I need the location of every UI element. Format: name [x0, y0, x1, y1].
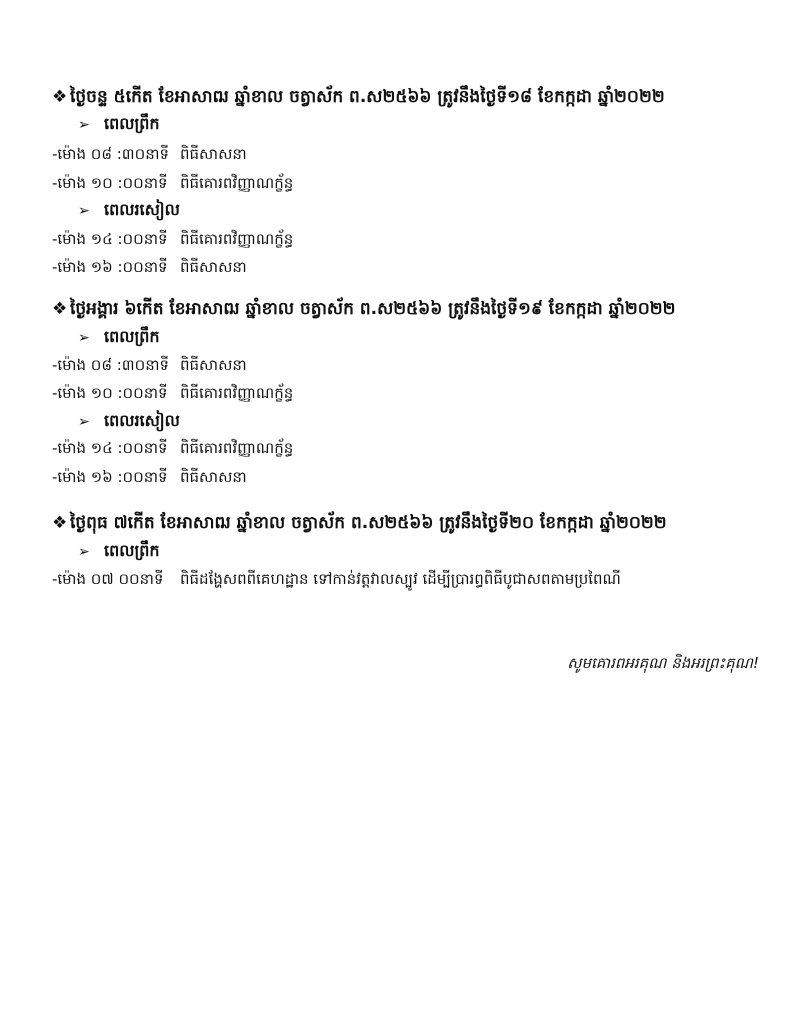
schedule-item [52, 256, 247, 278]
day-heading [52, 298, 675, 320]
period-label [78, 540, 160, 563]
item-time: -ម៉ោង ០៧ ០០នាទី [52, 570, 164, 588]
schedule-item [52, 466, 247, 488]
arrow-bullet-icon: ➢ [78, 330, 90, 346]
item-time: -ម៉ោង ១០ :០០នាទី [52, 174, 168, 192]
item-time: -ម៉ោង ០៨ :៣០នាទី [52, 356, 170, 374]
day-heading-text: ថ្ងៃអង្គារ ៦កេីត ខែអាសាឍ ឆ្នាំខាល ចត្វាស័ក ព.ស២៥៦៦ ត្រូវនឹងថ្ងៃទី១៩ ខែកក្កដា ឆ្នាំ២០២២ [70, 299, 676, 319]
item-activity: ពិធីគោរពវិញ្ញាណក្ខ័ន្ធ [180, 174, 294, 192]
period-label-text: ពេលព្រឹក [104, 114, 160, 133]
arrow-bullet-icon: ➢ [78, 544, 90, 560]
item-time: -ម៉ោង ១៤ :០០នាទី [52, 230, 168, 248]
arrow-bullet-icon: ➢ [78, 117, 90, 133]
item-activity: ពិធីសាសនា [180, 356, 247, 374]
period-label-text: ពេលរសៀល [104, 411, 180, 430]
item-time: -ម៉ោង ០៨ :៣០នាទី [52, 145, 170, 163]
period-label-text: ពេលរសៀល [104, 200, 180, 219]
schedule-item [52, 354, 247, 376]
period-label [78, 410, 180, 433]
item-time: -ម៉ោង ១៤ :០០នាទី [52, 439, 168, 457]
day-heading [52, 512, 667, 534]
item-activity: ពិធីដង្ហែសពពីគេហដ្ឋាន ទៅកាន់វត្តវាលស្បូវ ដើម្បីប្រារព្ធពិធីបូជាសពតាមប្រពៃណី [180, 570, 621, 588]
diamond-bullet-icon: ❖ [52, 87, 68, 107]
closing-thanks: សូមគោរពអរគុណ និងអរព្រះគុណ! [567, 654, 759, 672]
period-label-text: ពេលព្រឹក [104, 327, 160, 346]
item-time: -ម៉ោង ១០ :០០នាទី [52, 384, 168, 402]
item-time: -ម៉ោង ១៦ :០០នាទី [52, 258, 168, 276]
day-heading-text: ថ្ងៃពុធ ៧កេីត ខែអាសាឍ ឆ្នាំខាល ចត្វាស័ក ព.ស២៥៦៦ ត្រូវនឹងថ្ងៃទី២០ ខែកក្កដា ឆ្នាំ២០២២ [70, 513, 667, 533]
day-heading [52, 86, 665, 108]
arrow-bullet-icon: ➢ [78, 203, 90, 219]
item-activity: ពិធីគោរពវិញ្ញាណក្ខ័ន្ធ [180, 230, 294, 248]
item-activity: ពិធីសាសនា [180, 468, 247, 486]
schedule-item [52, 382, 293, 404]
period-label [78, 113, 160, 136]
schedule-item [52, 568, 621, 590]
item-activity: ពិធីសាសនា [180, 145, 247, 163]
arrow-bullet-icon: ➢ [78, 414, 90, 430]
schedule-item [52, 143, 247, 165]
day-heading-text: ថ្ងៃចន្ទ ៥កេីត ខែអាសាឍ ឆ្នាំខាល ចត្វាស័ក ព.ស២៥៦៦ ត្រូវនឹងថ្ងៃទី១៨ ខែកក្កដា ឆ្នាំ២០២២ [70, 87, 665, 107]
period-label-text: ពេលព្រឹក [104, 541, 160, 560]
schedule-item [52, 172, 293, 194]
item-activity: ពិធីគោរពវិញ្ញាណក្ខ័ន្ធ [180, 384, 294, 402]
schedule-item [52, 228, 293, 250]
period-label [78, 326, 160, 349]
diamond-bullet-icon: ❖ [52, 513, 68, 533]
period-label [78, 199, 180, 222]
item-time: -ម៉ោង ១៦ :០០នាទី [52, 468, 168, 486]
diamond-bullet-icon: ❖ [52, 299, 68, 319]
schedule-item [52, 437, 293, 459]
item-activity: ពិធីសាសនា [180, 258, 247, 276]
item-activity: ពិធីគោរពវិញ្ញាណក្ខ័ន្ធ [180, 439, 294, 457]
